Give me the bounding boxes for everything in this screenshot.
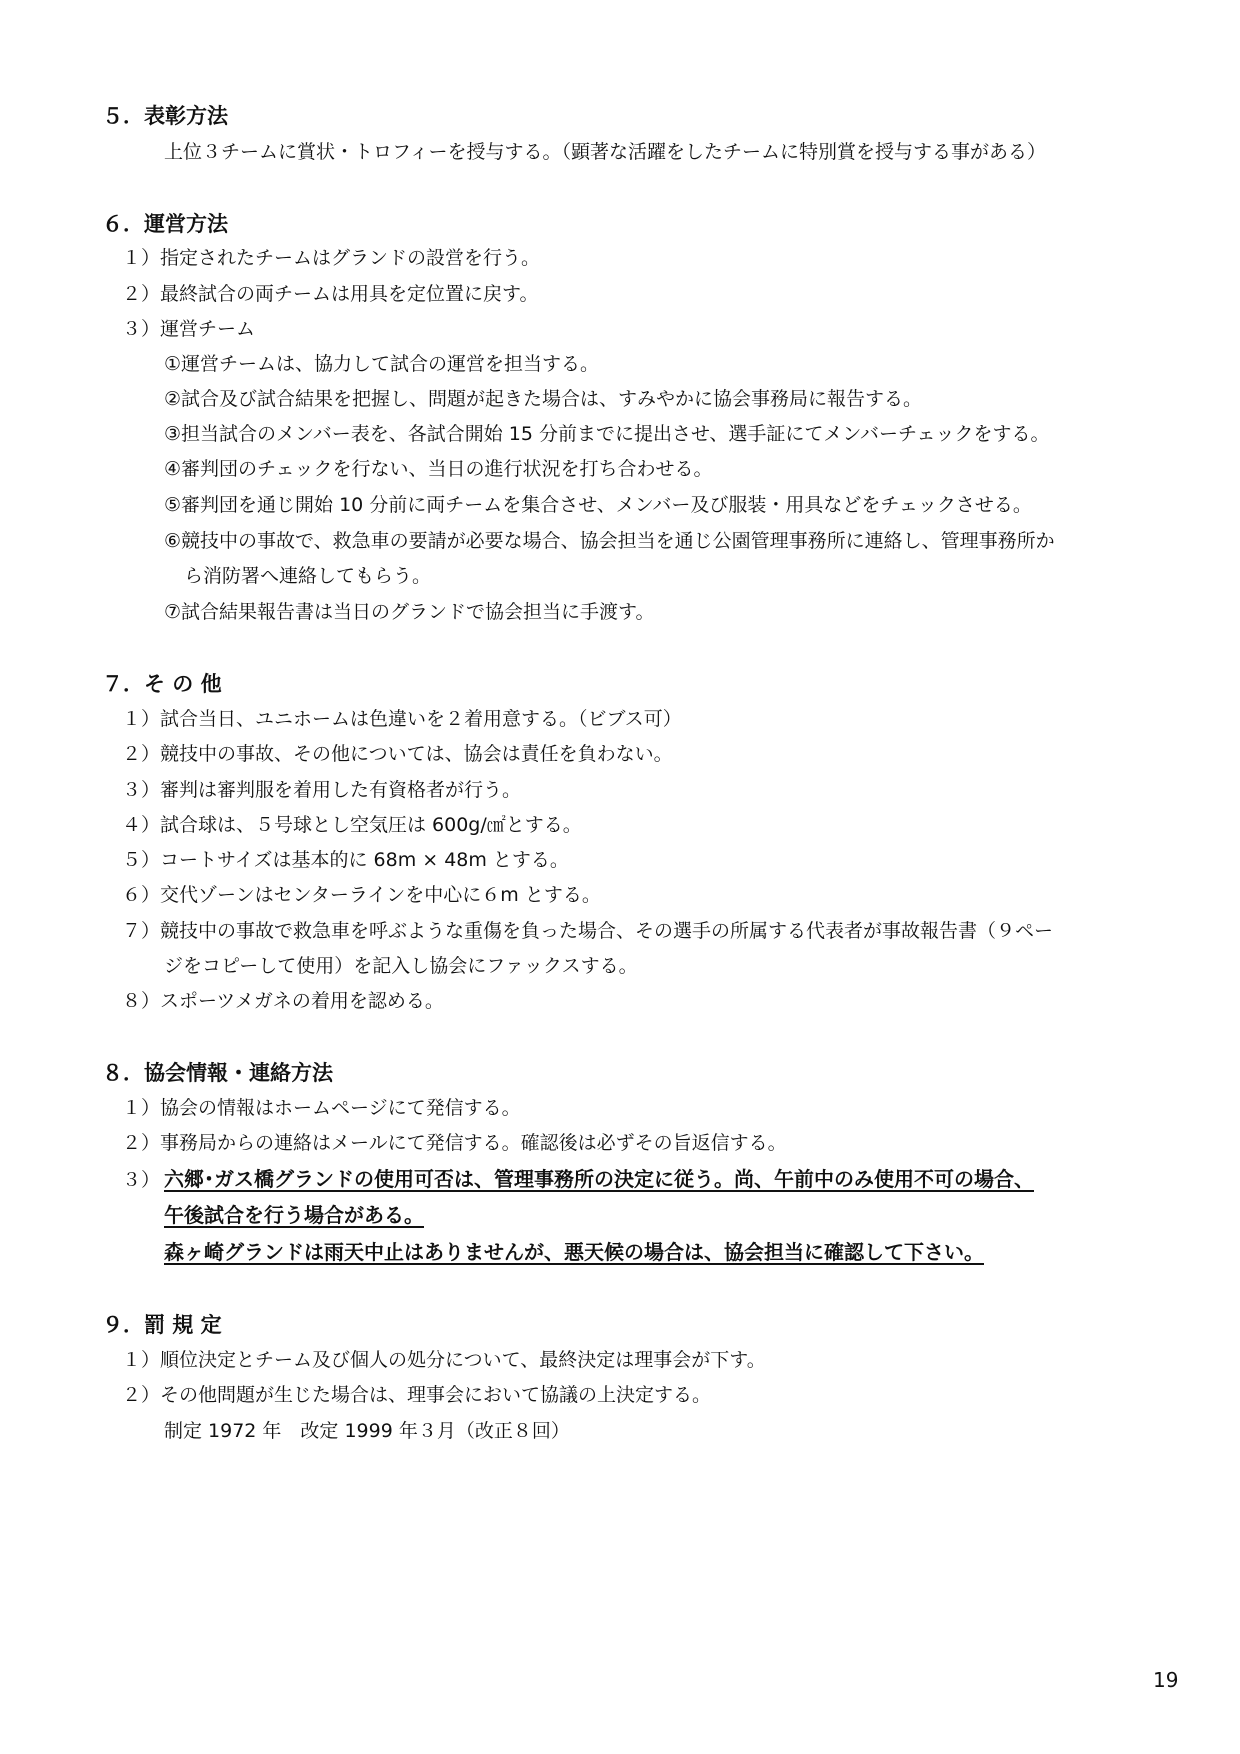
sub-list-item: ⑤審判団を通じ開始 10 分前に両チームを集合させ、メンバー及び服装・用具などをチェックさせる。 bbox=[164, 494, 1032, 516]
list-item: ６）交代ゾーンはセンターラインを中心に６m とする。 bbox=[122, 884, 601, 906]
list-item: ８）スポーツメガネの着用を認める。 bbox=[122, 990, 444, 1012]
sub-list-item: ⑥競技中の事故で、救急車の要請が必要な場合、協会担当を通じ公園管理事務所に連絡し、管理事務所か bbox=[164, 530, 1055, 552]
sub-list-item: ②試合及び試合結果を把握し、問題が起きた場合は、すみやかに協会事務局に報告する。 bbox=[164, 388, 923, 410]
sub-list-item: ①運営チームは、協力して試合の運営を担当する。 bbox=[164, 353, 600, 375]
sub-list-item: ④審判団のチェックを行ない、当日の進行状況を打ち合わせる。 bbox=[164, 458, 713, 480]
list-item-marker: ３） bbox=[122, 1169, 161, 1191]
list-item: ２）その他問題が生じた場合は、理事会において協議の上決定する。 bbox=[122, 1384, 712, 1406]
notice-underlined: 午後試合を行う場合がある。 bbox=[164, 1203, 424, 1227]
sub-list-item: ⑦試合結果報告書は当日のグランドで協会担当に手渡す。 bbox=[164, 601, 655, 623]
list-item: １）協会の情報はホームページにて発信する。 bbox=[122, 1097, 521, 1119]
list-item: ７）競技中の事故で救急車を呼ぶような重傷を負った場合、その選手の所属する代表者が事故報告書（９ペー bbox=[122, 920, 1054, 942]
list-item: ２）競技中の事故、その他については、協会は責任を負わない。 bbox=[122, 743, 673, 765]
list-item: １）指定されたチームはグランドの設営を行う。 bbox=[122, 247, 541, 269]
notice-underlined: 六郷･ガス橋グランドの使用可否は、管理事務所の決定に従う。尚、午前中のみ使用不可の場合、 bbox=[164, 1167, 1034, 1191]
list-item: ２）事務局からの連絡はメールにて発信する。確認後は必ずその旨返信する。 bbox=[122, 1132, 787, 1154]
body-line: 上位３チームに賞状・トロフィーを授与する。（顕著な活躍をしたチームに特別賞を授与する事がある） bbox=[164, 141, 1046, 163]
list-item: ３）運営チーム bbox=[122, 318, 256, 340]
list-item: ５）コートサイズは基本的に 68m × 48m とする。 bbox=[122, 849, 569, 871]
list-item-continuation: ジをコピーして使用）を記入し協会にファックスする。 bbox=[164, 955, 638, 977]
list-item: ４）試合球は、５号球とし空気圧は 600g/㎠とする。 bbox=[122, 814, 582, 836]
list-item: １）試合当日、ユニホームは色違いを２着用意する。（ビブス可） bbox=[122, 708, 682, 730]
sub-list-item-continuation: ら消防署へ連絡してもらう。 bbox=[184, 565, 432, 587]
section-heading-7: ７．そ の 他 bbox=[102, 672, 222, 696]
notice-underlined: 森ヶ崎グランドは雨天中止はありませんが、悪天候の場合は、協会担当に確認して下さい。 bbox=[164, 1240, 984, 1264]
list-item: ２）最終試合の両チームは用具を定位置に戻す。 bbox=[122, 283, 539, 305]
revision-note: 制定 1972 年 改定 1999 年３月（改正８回） bbox=[164, 1420, 570, 1442]
page-number: 19 bbox=[1153, 1668, 1179, 1692]
sub-list-item: ③担当試合のメンバー表を、各試合開始 15 分前までに提出させ、選手証にてメンバーチェックをする。 bbox=[164, 423, 1050, 445]
section-heading-8: ８．協会情報・連絡方法 bbox=[102, 1061, 333, 1085]
list-item: ３）審判は審判服を着用した有資格者が行う。 bbox=[122, 779, 522, 801]
section-heading-5: ５．表彰方法 bbox=[102, 104, 228, 128]
section-heading-9: ９．罰 規 定 bbox=[102, 1313, 222, 1337]
section-heading-6: ６．運営方法 bbox=[102, 212, 228, 236]
list-item: １）順位決定とチーム及び個人の処分について、最終決定は理事会が下す。 bbox=[122, 1349, 766, 1371]
